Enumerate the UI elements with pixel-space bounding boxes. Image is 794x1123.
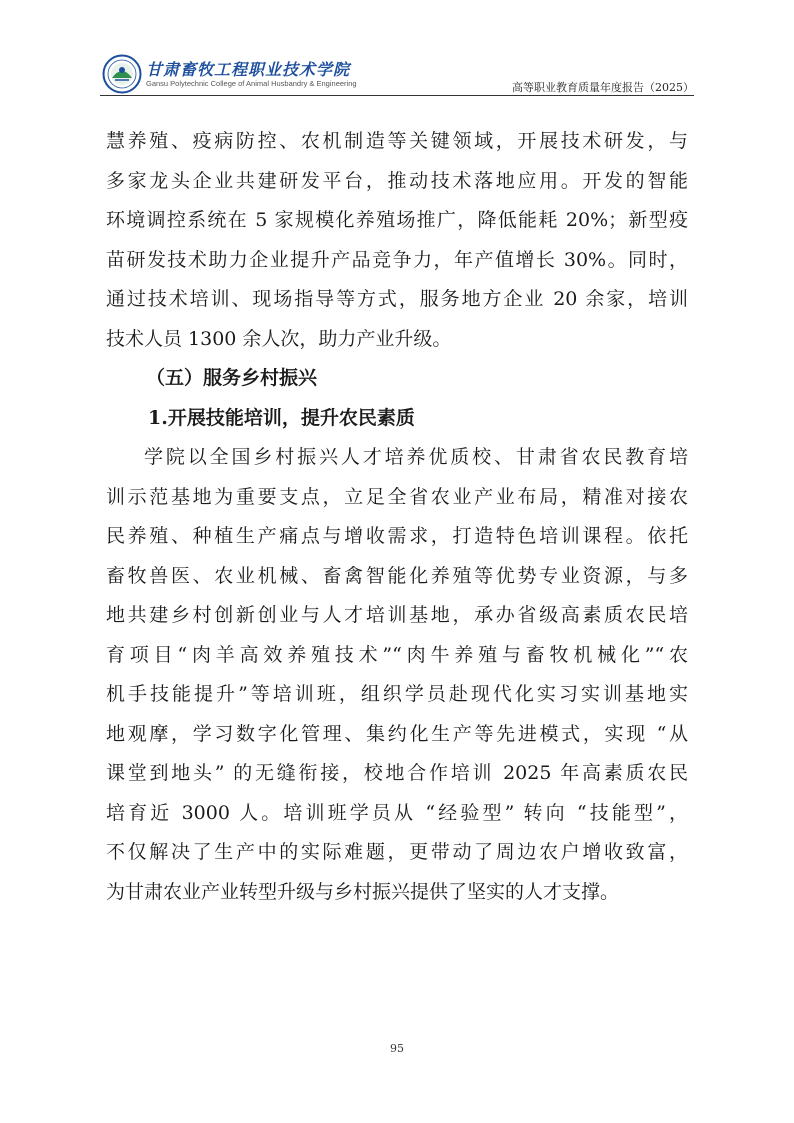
text-line: 为甘肃农业产业转型升级与乡村振兴提供了坚实的人才支撑。 — [106, 880, 620, 903]
text-line: 育项目“肉羊高效养殖技术”“肉牛养殖与畜牧机械化”“农 — [106, 643, 688, 666]
text-line: 地观摩，学习数字化管理、集约化生产等先进模式，实现 “从 — [106, 722, 688, 745]
page-content — [106, 122, 688, 912]
text-line: 地共建乡村创新创业与人才培训基地，承办省级高素质农民培 — [106, 604, 688, 626]
college-name-en: Gansu Polytechnic College of Animal Husbandry & Engineering — [146, 79, 357, 88]
subsection-heading: 1.开展技能培训，提升农民素质 — [148, 406, 415, 429]
text-line: 学院以全国乡村振兴人才培养优质校、甘肃省农民教育培 — [144, 446, 688, 468]
text-line: 民养殖、种植生产痛点与增收需求，打造特色培训课程。依托 — [106, 525, 688, 547]
text-line: 多家龙头企业共建研发平台，推动技术落地应用。开发的智能 — [106, 169, 688, 192]
college-emblem-icon — [102, 54, 142, 94]
page-number: 95 — [390, 1042, 404, 1055]
header-divider — [100, 95, 694, 96]
text-line: 技术人员 1300 余人次，助力产业升级。 — [106, 327, 452, 350]
text-line: 不仅解决了生产中的实际难题，更带动了周边农户增收致富， — [106, 841, 688, 863]
text-line: 慧养殖、疫病防控、农机制造等关键领域，开展技术研发，与 — [106, 130, 688, 152]
text-line: 培育近 3000 人。培训班学员从 “经验型” 转向 “技能型”， — [106, 801, 688, 824]
text-line: 训示范基地为重要支点，立足全省农业产业布局，精准对接农 — [106, 485, 688, 508]
college-name-cn: 甘肃畜牧工程职业技术学院 — [146, 60, 351, 79]
section-heading: （五）服务乡村振兴 — [146, 367, 318, 389]
paragraph-tech-service — [106, 122, 688, 359]
text-line: 机手技能提升”等培训班，组织学员赴现代化实习实训基地实 — [106, 683, 688, 705]
text-line: 通过技术培训、现场指导等方式，服务地方企业 20 余家，培训 — [106, 288, 688, 310]
text-line: 苗研发技术助力企业提升产品竞争力，年产值增长 30%。同时， — [106, 248, 688, 271]
paragraph-farmer-training — [106, 438, 688, 912]
text-line: 畜牧兽医、农业机械、畜禽智能化养殖等优势专业资源，与多 — [106, 564, 688, 587]
text-line: 环境调控系统在 5 家规模化养殖场推广，降低能耗 20%；新型疫 — [106, 209, 688, 231]
page-header — [100, 52, 694, 96]
text-line: 课堂到地头” 的无缝衔接，校地合作培训 2025 年高素质农民 — [106, 762, 688, 784]
report-title: 高等职业教育质量年度报告（2025） — [512, 81, 694, 94]
